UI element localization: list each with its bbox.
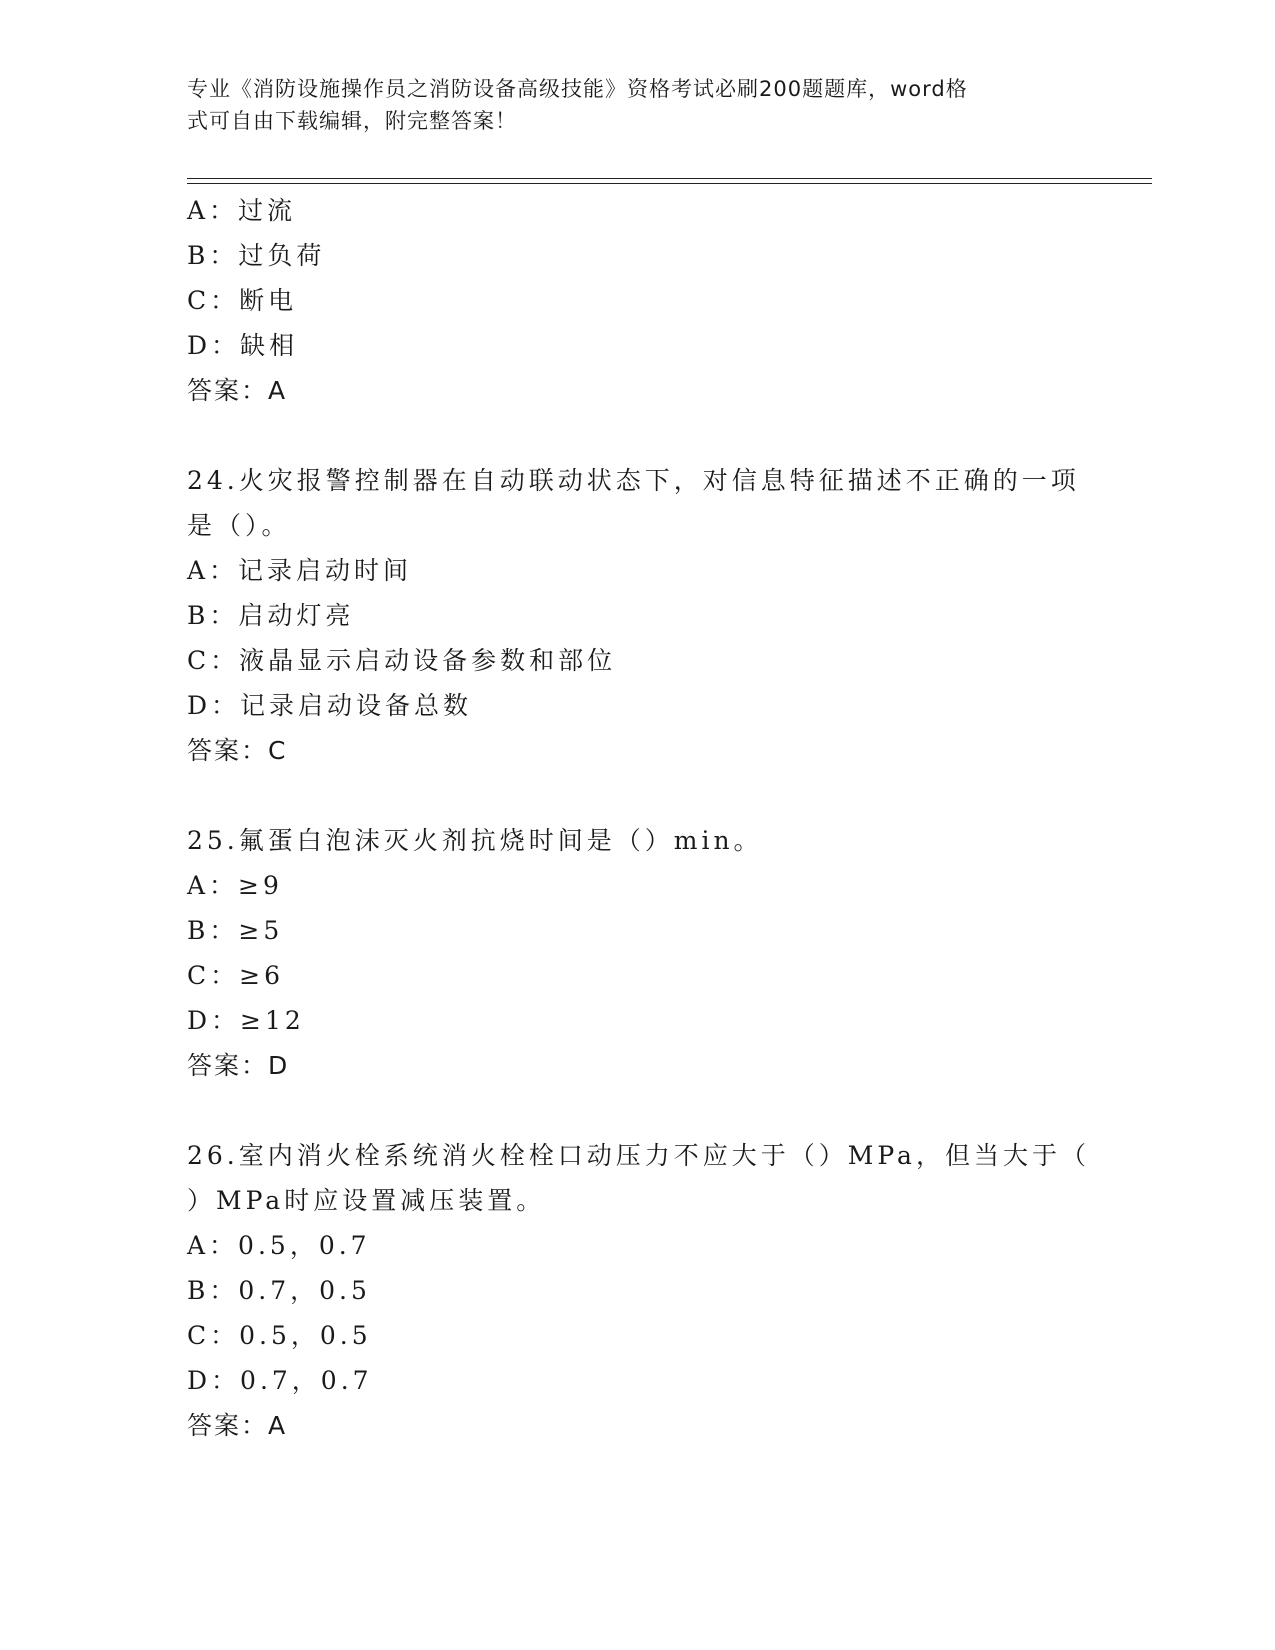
q25-stem-line-1: 25.氟蛋白泡沫灭火剂抗烧时间是（）min。 bbox=[187, 826, 763, 855]
q25-option-b: B：≥5 bbox=[187, 916, 284, 945]
header-line-2: 式可自由下载编辑，附完整答案！ bbox=[187, 109, 517, 133]
q26-option-c: C：0.5，0.5 bbox=[187, 1321, 372, 1350]
q25-option-d: D：≥12 bbox=[187, 1006, 305, 1035]
q26-stem-line-1: 26.室内消火栓系统消火栓栓口动压力不应大于（）MPa，但当大于（ bbox=[187, 1141, 1090, 1170]
header-divider-bottom bbox=[187, 183, 1152, 184]
q26-option-d: D：0.7，0.7 bbox=[187, 1366, 373, 1395]
q26-option-a: A：0.5，0.7 bbox=[187, 1231, 371, 1260]
document-header bbox=[187, 73, 1067, 137]
q23-option-c: C：断电 bbox=[187, 286, 298, 315]
q24-stem-line-1: 24.火灾报警控制器在自动联动状态下，对信息特征描述不正确的一项 bbox=[187, 466, 1080, 495]
q23-option-b: B：过负荷 bbox=[187, 241, 326, 270]
q24-stem-line-2: 是（）。 bbox=[187, 511, 291, 540]
header-divider-top bbox=[187, 178, 1152, 179]
header-line-1: 专业《消防设施操作员之消防设备高级技能》资格考试必刷200题题库，word格 bbox=[187, 77, 968, 101]
q26-stem-line-2: ）MPa时应设置减压装置。 bbox=[187, 1186, 546, 1215]
q23-option-a: A：过流 bbox=[187, 196, 297, 225]
q25-option-a: A：≥9 bbox=[187, 871, 283, 900]
q23-option-d: D：缺相 bbox=[187, 331, 299, 360]
q25-option-c: C：≥6 bbox=[187, 961, 284, 990]
q24-answer: 答案：C bbox=[187, 736, 288, 765]
q26-option-b: B：0.7，0.5 bbox=[187, 1276, 371, 1305]
q24-option-c: C：液晶显示启动设备参数和部位 bbox=[187, 646, 617, 675]
q25-answer: 答案：D bbox=[187, 1051, 290, 1080]
q24-option-a: A：记录启动时间 bbox=[187, 556, 413, 585]
q24-option-b: B：启动灯亮 bbox=[187, 601, 355, 630]
q26-answer: 答案：A bbox=[187, 1411, 288, 1440]
q24-option-d: D：记录启动设备总数 bbox=[187, 691, 473, 720]
q23-answer: 答案：A bbox=[187, 376, 288, 405]
